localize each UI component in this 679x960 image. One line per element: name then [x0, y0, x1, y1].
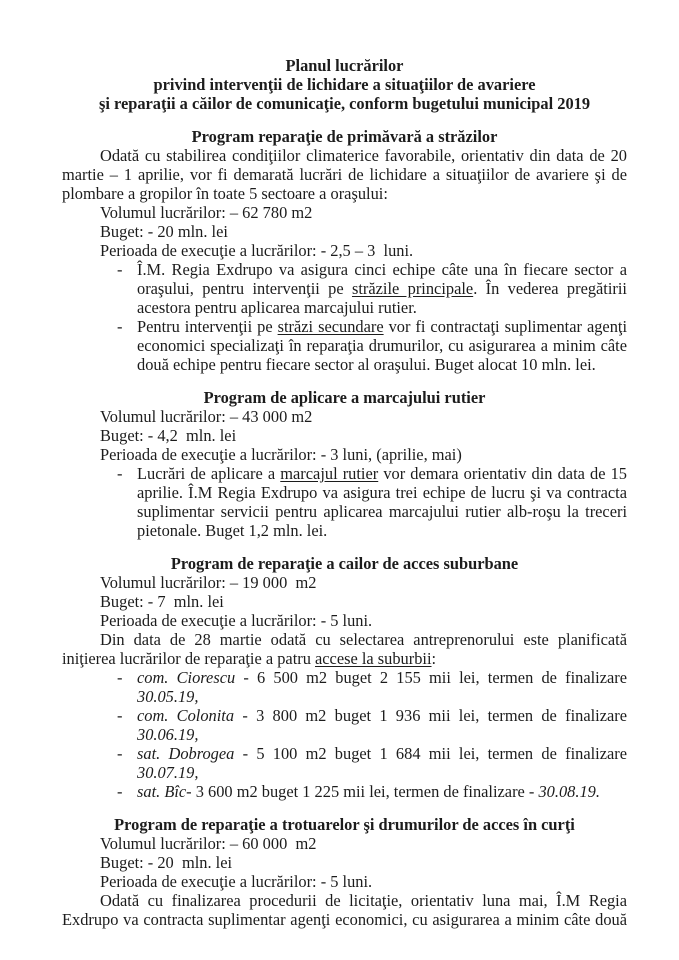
underlined-text: accese la suburbii — [315, 649, 432, 668]
section-heading: Program de reparaţie a trotuarelor şi drumurilor de acces în curţi — [114, 815, 575, 834]
section-heading: Program reparaţie de primăvară a străzilor — [191, 127, 498, 146]
text-run: - 5 100 m2 buget 1 684 mii lei, termen de finalizare — [234, 744, 627, 763]
italic-text: 30.07.19, — [137, 763, 199, 782]
bullet-text — [137, 782, 627, 801]
info-line: Volumul lucrărilor: – 62 780 m2 — [100, 203, 313, 222]
text-run: Î.M. Regia Exdrupo va asigura cinci echipe câte una în fiecare sector a oraşului, pentru intervenţii pe — [137, 260, 627, 298]
italic-text: sat. Bîc — [137, 782, 187, 801]
text-run: Odată cu finalizarea procedurii de licitaţie, orientativ luna mai, Î.M Regia Exdrupo va contracta suplimentar agenţi economici, cu asigurarea a minim câte două — [62, 891, 627, 929]
section — [62, 127, 627, 374]
info-line: Buget: - 4,2 mln. lei — [100, 426, 237, 445]
italic-text: 30.06.19, — [137, 725, 199, 744]
italic-text: sat. Dobrogea — [137, 744, 235, 763]
bullet-dash-icon: - — [117, 668, 123, 687]
title-line-1: Planul lucrărilor — [285, 56, 404, 75]
bullet-dash-icon: - — [117, 260, 123, 279]
info-line: Buget: - 7 mln. lei — [100, 592, 224, 611]
bullet-dash-icon: - — [117, 706, 123, 725]
bullet-item — [117, 668, 627, 706]
bullet-item — [117, 706, 627, 744]
underlined-text: marcajul rutier — [280, 464, 379, 483]
text-run: - 3 800 m2 buget 1 936 mii lei, termen de finalizare — [234, 706, 627, 725]
bullet-dash-icon: - — [117, 317, 123, 336]
section-heading: Program de aplicare a marcajului rutier — [203, 388, 486, 407]
bullet-text — [137, 260, 627, 317]
underlined-text: străzile principale — [351, 279, 474, 298]
text-run: Pentru intervenţii pe — [137, 317, 278, 336]
section — [62, 388, 627, 540]
info-line: Perioada de execuţie a lucrărilor: - 5 luni. — [100, 872, 373, 891]
text-run: . În vederea pregătirii acestora pentru aplicarea marcajului rutier. — [137, 279, 627, 317]
bullet-item — [117, 464, 627, 540]
text-run: Din data de 28 martie odată cu selectarea antreprenorului este planificată iniţierea lucrărilor de reparaţie a patru — [62, 630, 627, 668]
italic-text: com. Ciorescu — [137, 668, 236, 687]
text-run: vor fi contractaţi suplimentar agenţi economici specializaţi în reparaţia drumurilor, cu asigurarea a minim câte două echipe pentru fiecare sector al oraşului. Buget alocat 10 mln. lei. — [137, 317, 627, 374]
text-run: : — [431, 649, 437, 668]
bullet-text — [137, 668, 627, 706]
bullet-item — [117, 782, 627, 801]
bullet-text — [137, 706, 627, 744]
info-line: Volumul lucrărilor: – 43 000 m2 — [100, 407, 313, 426]
text-run: - 6 500 m2 buget 2 155 mii lei, termen de finalizare — [235, 668, 627, 687]
paragraph — [62, 630, 627, 668]
text-run: - 3 600 m2 buget 1 225 mii lei, termen de finalizare - — [186, 782, 539, 801]
title-line-3: şi reparaţii a căilor de comunicaţie, conform bugetului municipal 2019 — [98, 94, 591, 113]
bullet-dash-icon: - — [117, 464, 123, 483]
text-run: Lucrări de aplicare a — [137, 464, 281, 483]
italic-text: 30.08.19. — [538, 782, 600, 801]
info-line: Volumul lucrărilor: – 60 000 m2 — [100, 834, 317, 853]
info-line: Buget: - 20 mln. lei — [100, 222, 228, 241]
document-sections — [62, 127, 627, 929]
info-line: Perioada de execuţie a lucrărilor: - 3 luni, (aprilie, mai) — [100, 445, 462, 464]
bullet-text — [137, 744, 627, 782]
text-run: vor demara orientativ din data de 15 aprilie. Î.M Regia Exdrupo va asigura trei echipe de lucru şi va contracta suplimentar servicii pentru aplicarea marcajului rutier alb-roşu la treceri pietonale. Buget 1,2 mln. lei. — [137, 464, 627, 540]
section — [62, 815, 627, 929]
italic-text: 30.05.19, — [137, 687, 199, 706]
text-run: Odată cu stabilirea condiţiilor climaterice favorabile, orientativ din data de 20 martie – 1 aprilie, vor fi demarată lucrări de lichidare a situaţiilor de avariere şi de plombare a gropilor în toate 5 sectoare a oraşului: — [62, 146, 627, 203]
info-line: Perioada de execuţie a lucrărilor: - 5 luni. — [100, 611, 373, 630]
bullet-item — [117, 260, 627, 317]
paragraph — [62, 891, 627, 929]
title-line-2: privind intervenţii de lichidare a situaţiilor de avariere — [153, 75, 536, 94]
bullet-dash-icon: - — [117, 744, 123, 763]
section — [62, 554, 627, 801]
bullet-item — [117, 744, 627, 782]
info-line: Perioada de execuţie a lucrărilor: - 2,5 – 3 luni. — [100, 241, 414, 260]
info-line: Volumul lucrărilor: – 19 000 m2 — [100, 573, 317, 592]
bullet-item — [117, 317, 627, 374]
underlined-text: străzi secundare — [277, 317, 384, 336]
italic-text: com. Colonita — [137, 706, 235, 725]
section-heading: Program de reparaţie a cailor de acces suburbane — [170, 554, 519, 573]
bullet-text — [137, 464, 627, 540]
paragraph — [62, 146, 627, 203]
bullet-dash-icon: - — [117, 782, 123, 801]
document-title — [62, 56, 627, 113]
bullet-text — [137, 317, 627, 374]
info-line: Buget: - 20 mln. lei — [100, 853, 233, 872]
